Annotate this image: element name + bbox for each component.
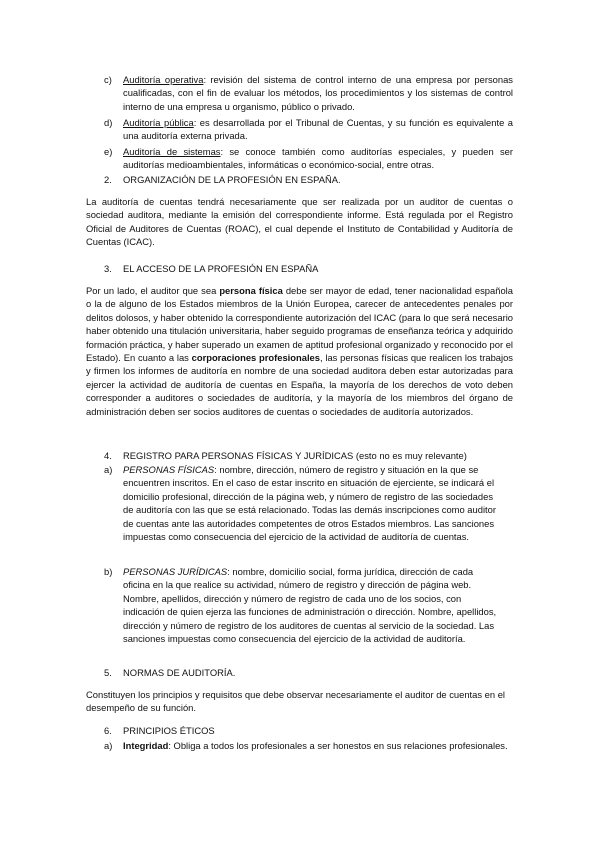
section-heading-organizacion: ORGANIZACIÓN DE LA PROFESIÓN EN ESPAÑA. xyxy=(123,174,341,185)
list-item-text: : es desarrollada por el Tribunal de Cuentas, y su función es equivalente a una auditoría externa privada. xyxy=(123,117,513,142)
list-item-term: Integridad xyxy=(123,740,169,751)
section-number: 4. xyxy=(104,450,112,461)
section-heading-acceso: EL ACCESO DE LA PROFESIÓN EN ESPAÑA xyxy=(123,263,319,274)
list-item-integridad xyxy=(123,739,513,752)
list-item-term: Auditoría de sistemas xyxy=(123,146,221,157)
list-marker: b) xyxy=(104,566,113,577)
list-marker: a) xyxy=(104,464,113,475)
list-item-term: PERSONAS JURÍDICAS xyxy=(123,566,228,577)
paragraph-text: , las personas físicas que realicen los trabajos y firmen los informes de auditoría en nombre de una sociedad auditora deben estar autorizadas para ejercer la actividad de auditoría de cuentas en España, la mayoría de los derechos de voto deben corresponder a auditores o sociedades de auditoría, y la mayoría de los miembros del órgano de administración deben ser socios auditores de cuentas o sociedades de auditoría autorizados. xyxy=(86,352,513,417)
list-item-text: : se conoce también como auditorías especiales, y pueden ser auditorías medioambientales, informáticas o económico-social, entre otras. xyxy=(123,146,513,171)
list-item-auditoria-sistemas xyxy=(123,145,513,172)
list-item-auditoria-publica xyxy=(123,116,513,143)
list-item-auditoria-operativa xyxy=(123,73,513,113)
paragraph-acceso xyxy=(86,284,513,418)
list-marker: a) xyxy=(104,740,113,751)
list-marker: c) xyxy=(104,74,112,85)
section-number: 5. xyxy=(104,667,112,678)
paragraph-organizacion: La auditoría de cuentas tendrá necesariamente que ser realizada por un auditor de cuentas o sociedad auditora, mediante la emisión del correspondiente informe. Está regulada por el Registro Oficial de Auditores de Cuentas (ROAC), el cual depende el Instituto de Contabilidad y Auditoría de Cuentas (ICAC). xyxy=(86,196,513,248)
paragraph-normas: Constituyen los principios y requisitos que debe observar necesariamente el auditor de cuentas en el desempeño de su función. xyxy=(86,689,505,714)
section-number: 3. xyxy=(104,263,112,274)
list-marker: d) xyxy=(104,117,113,128)
list-item-text: : Obliga a todos los profesionales a ser honestos en sus relaciones profesionales. xyxy=(168,740,508,751)
list-item-term: Auditoría pública xyxy=(123,117,194,128)
paragraph-text: Por un lado, el auditor que sea xyxy=(86,285,220,296)
section-heading-registro: REGISTRO PARA PERSONAS FÍSICAS Y JURÍDICAS (esto no es muy relevante) xyxy=(123,450,467,461)
bold-term-persona-fisica: persona física xyxy=(219,285,283,296)
list-item-text: : revisión del sistema de control interno de una empresa por personas cualificadas, con el fin de evaluar los métodos, los procedimientos y los sistemas de control interno de una empresa u organismo, público o privado. xyxy=(123,74,513,112)
section-number: 6. xyxy=(104,725,112,736)
section-heading-principios: PRINCIPIOS ÉTICOS xyxy=(123,725,215,736)
bold-term-corporaciones: corporaciones profesionales xyxy=(191,352,320,364)
list-item-term: PERSONAS FÍSICAS xyxy=(123,464,215,475)
section-heading-normas: NORMAS DE AUDITORÍA. xyxy=(123,667,236,678)
section-number: 2. xyxy=(104,174,112,185)
list-item-text: : nombre, domicilio social, forma jurídica, dirección de cada oficina en la que realice su actividad, número de registro y dirección de página web. Nombre, apellidos, dirección y número de registro de cada uno de los socios, con indicación de quien ejerza las funciones de administración o dirección. Nombre, apellidos, dirección y número de registro de los auditores de cuentas al servicio de la sociedad. Las sanciones impuestas como consecuencia del ejercicio de la actividad de auditoría. xyxy=(123,566,497,645)
list-item-personas-juridicas xyxy=(123,565,498,645)
list-item-personas-fisicas xyxy=(123,463,498,543)
list-item-text: : nombre, dirección, número de registro y situación en la que se encuentren inscritos. En el caso de estar inscrito en situación de ejerciente, se indicará el domicilio profesional, dirección de la página web, y número de registro de las sociedades de auditoría con las que se está relacionado. Todas las demás inscripciones como auditor de cuentas ante las autoridades competentes de otros Estados miembros. Las sanciones impuestas como consecuencia del ejercicio de la actividad de auditoría de cuentas. xyxy=(123,464,496,543)
paragraph-text: debe ser mayor de edad, tener nacionalidad española o la de alguno de los Estados miembros de la Unión Europea, carecer de antecedentes penales por delitos dolosos, y haber obtenido la correspondiente autorización del ICAC (para lo que será necesario haber obtenido una titulación universitaria, haber seguido programas de enseñanza teórica y adquirido formación práctica, y haber superado un examen de aptitud profesional organizado y reconocido por el Estado). En cuanto a las xyxy=(86,285,513,364)
list-marker: e) xyxy=(104,146,113,157)
list-item-term: Auditoría operativa xyxy=(123,74,204,85)
